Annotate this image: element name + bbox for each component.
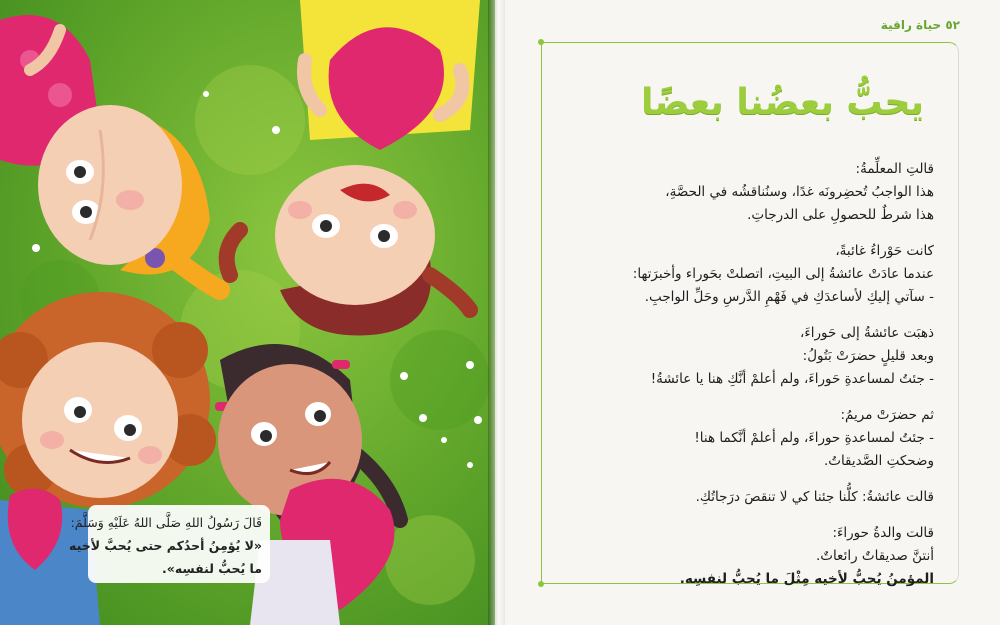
girl-top-right (300, 0, 480, 150)
story-line: وبعد قليلٍ حضرَتْ بَتُولُ: (802, 348, 934, 364)
story-line: أنتنَّ صديقاتٌ رائعاتٌ. (815, 548, 934, 564)
text-page (505, 0, 1000, 625)
story-paragraph (554, 522, 934, 591)
story-line: هذا الواجبُ تُحضِرونَه غدًا، وسنُناقشُه في الحصَّةِ، (665, 184, 934, 200)
hadith-intro: قَالَ رَسُولُ اللهِ صَلَّى اللهُ عَلَيْهِ وَسَلَّمَ: (70, 515, 262, 530)
story-moral-line: المؤمنُ يُحبُّ لأخيه مِثْلَ ما يُحبُّ لنفسِه. (679, 571, 934, 587)
story-line: هذا شرطٌ للحصولِ على الدرجاتِ. (747, 207, 934, 223)
story-paragraph (554, 404, 934, 473)
book-spine (488, 0, 506, 625)
story-line: - جئتُ لمساعدةِ حوراءَ، ولم أعلمْ أنَّكما هنا! (694, 430, 934, 446)
hadith-line-2: ما يُحبُّ لنفسِه». (162, 561, 262, 576)
story-line: ذهبَت عائشةُ إلى حَوراءَ، (800, 325, 934, 341)
story-paragraph (554, 240, 934, 309)
story-paragraph (554, 158, 934, 227)
hadith-line-1: «لا يُؤمِنُ أحدُكم حتى يُحبَّ لأخيه (69, 538, 262, 553)
story-line: قالتِ المعلِّمةُ: (855, 161, 934, 177)
story-line: - جئتُ لمساعدةِ حَوراءَ، ولم أعلمْ أنَّكِ هنا يا عائشةُ! (650, 371, 934, 387)
story-line: قالت عائشةُ: كلُّنا جئنا كي لا تنقصَ درَجاتُكِ. (695, 489, 934, 505)
frame-dot-bottom (538, 581, 544, 587)
hadith-box (69, 505, 270, 583)
story-text (554, 158, 934, 604)
story-line: - سآتي إليكِ لأساعدَكِ في فَهْمِ الدَّرسِ وحَلِّ الواجبِ. (644, 289, 934, 305)
story-line: قالت والدةُ حوراءَ: (832, 525, 934, 541)
story-line: وضحكتِ الصَّديقاتُ. (823, 453, 934, 469)
frame-dot-top (538, 39, 544, 45)
story-title: يحبُّ بعضُنا بعضًا (641, 82, 924, 123)
story-paragraph (554, 322, 934, 391)
illustration-page (0, 0, 495, 625)
story-line: ثم حضرَتْ مريمُ: (840, 407, 934, 423)
story-paragraph (554, 486, 934, 509)
story-line: عندما عادَتْ عائشةُ إلى البيتِ، اتصلتْ بحَوراء وأخبرَتها: (632, 266, 934, 282)
page-number-header: ٥٢ حياة راقية (880, 18, 960, 32)
story-line: كانت حَوْراءُ غائبةً، (835, 243, 934, 259)
